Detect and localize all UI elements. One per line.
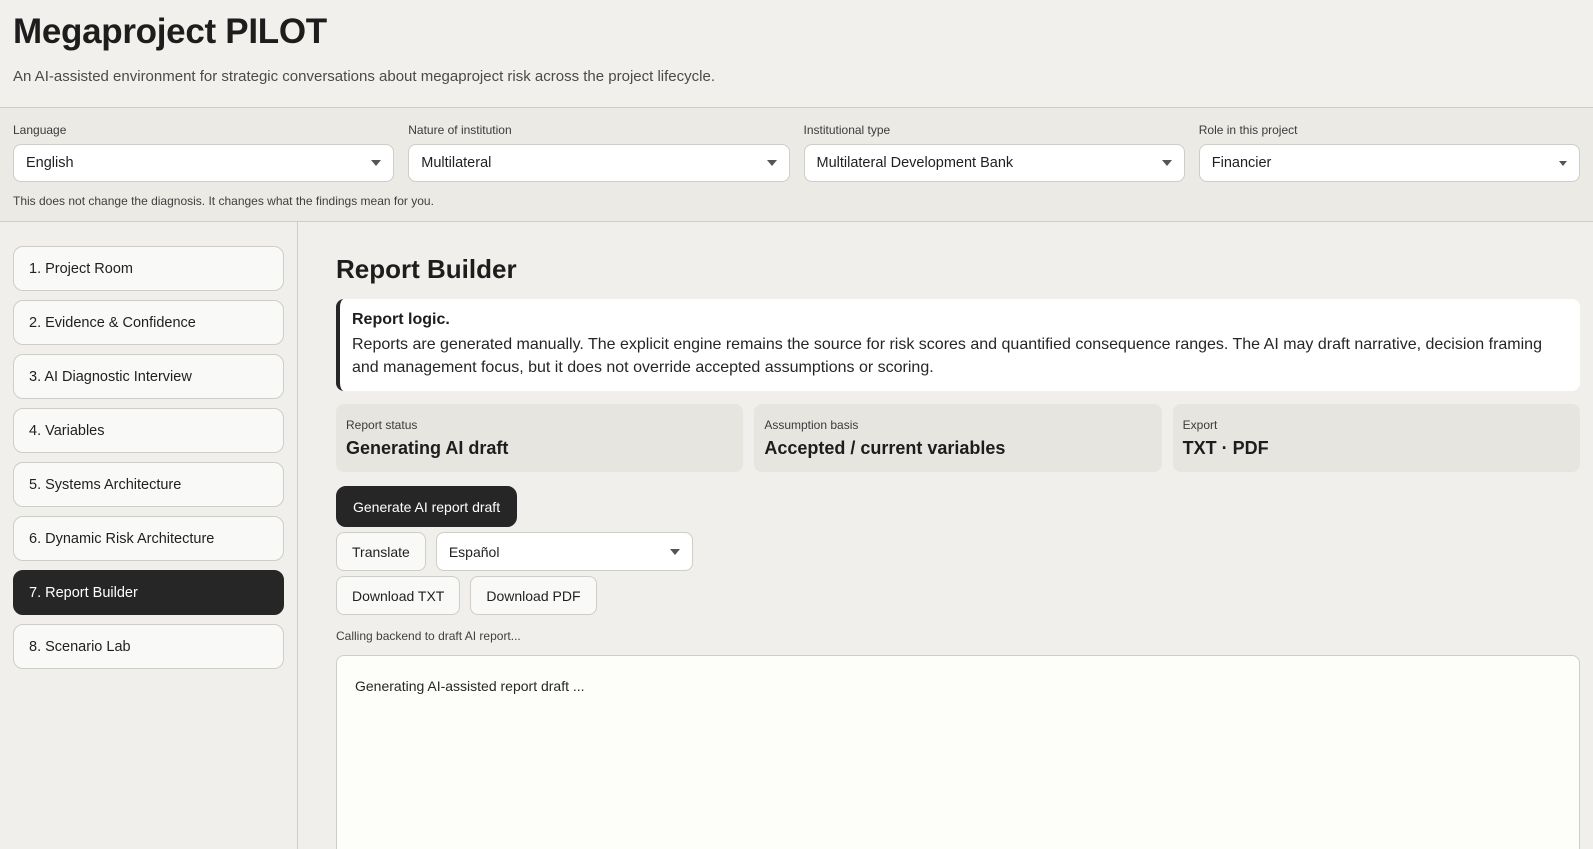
role-value: Financier [1211,155,1272,171]
role-select[interactable] [1199,144,1580,182]
main-content [298,222,1593,849]
download-txt-button[interactable]: Download TXT [336,576,460,615]
stat-label: Assumption basis [764,418,859,432]
app-subtitle: An AI-assisted environment for strategic conversations about megaproject risk across the project lifecycle. [13,68,715,85]
download-row [336,576,1580,615]
sidebar-item-project-room[interactable]: 1. Project Room [13,246,284,291]
stat-value: Accepted / current variables [764,438,1006,458]
report-output-textarea[interactable] [336,655,1580,849]
role-select-group [1199,123,1580,182]
sidebar-item-ai-diagnostic-interview[interactable]: 3. AI Diagnostic Interview [13,354,284,399]
sidebar [0,222,298,849]
report-output-text: Generating AI-assisted report draft ... [355,678,585,694]
language-select-group [13,123,394,182]
institution-nature-label: Nature of institution [408,123,512,137]
sidebar-item-report-builder[interactable]: 7. Report Builder [13,570,284,615]
institution-type-select[interactable] [804,144,1185,182]
context-selects [13,123,1580,182]
institution-type-label: Institutional type [803,123,891,137]
translate-language-select[interactable] [436,532,693,571]
stat-value: TXT · PDF [1182,438,1269,458]
translate-language-value: Español [448,543,500,560]
institution-nature-value: Multilateral [421,155,492,171]
language-select[interactable] [13,144,394,182]
context-bar [0,108,1593,222]
role-label: Role in this project [1198,123,1298,137]
assumption-basis-card [754,404,1161,472]
translate-row [336,532,1580,571]
stat-value: Generating AI draft [346,438,509,458]
institution-nature-select-group [408,123,789,182]
stats-row [336,404,1580,472]
stat-label: Report status [346,418,418,432]
sidebar-item-systems-architecture[interactable]: 5. Systems Architecture [13,462,284,507]
sidebar-item-evidence-confidence[interactable]: 2. Evidence & Confidence [13,300,284,345]
language-select-value: English [26,155,74,171]
institution-nature-select[interactable] [408,144,789,182]
report-logic-callout [336,299,1580,391]
report-status-card [336,404,743,472]
chevron-down-icon [371,160,381,166]
institution-type-value: Multilateral Development Bank [816,155,1014,171]
app-header [0,0,1593,108]
sidebar-item-variables[interactable]: 4. Variables [13,408,284,453]
generate-report-button[interactable]: Generate AI report draft [336,486,517,527]
stat-label: Export [1182,418,1218,432]
chevron-down-icon [1162,160,1172,166]
sidebar-item-scenario-lab[interactable]: 8. Scenario Lab [13,624,284,669]
status-text: Calling backend to draft AI report... [336,629,521,643]
context-note: This does not change the diagnosis. It changes what the findings mean for you. [13,194,434,208]
callout-title: Report logic. [352,311,450,328]
sidebar-item-dynamic-risk-architecture[interactable]: 6. Dynamic Risk Architecture [13,516,284,561]
chevron-down-icon [1559,161,1567,166]
language-label: Language [13,123,67,137]
institution-type-select-group [804,123,1185,182]
callout-text: Reports are generated manually. The explicit engine remains the source for risk scores and quantified consequence ranges. The AI may draft narrative, decision framing and management focus, but it does not override accepted assumptions or scoring. [352,336,1542,376]
app-body [0,222,1593,849]
chevron-down-icon [670,549,680,555]
export-card [1173,404,1580,472]
chevron-down-icon [767,160,777,166]
page-title: Report Builder [336,254,517,284]
app-title: Megaproject PILOT [13,12,327,51]
translate-button[interactable]: Translate [336,532,426,571]
download-pdf-button[interactable]: Download PDF [470,576,596,615]
